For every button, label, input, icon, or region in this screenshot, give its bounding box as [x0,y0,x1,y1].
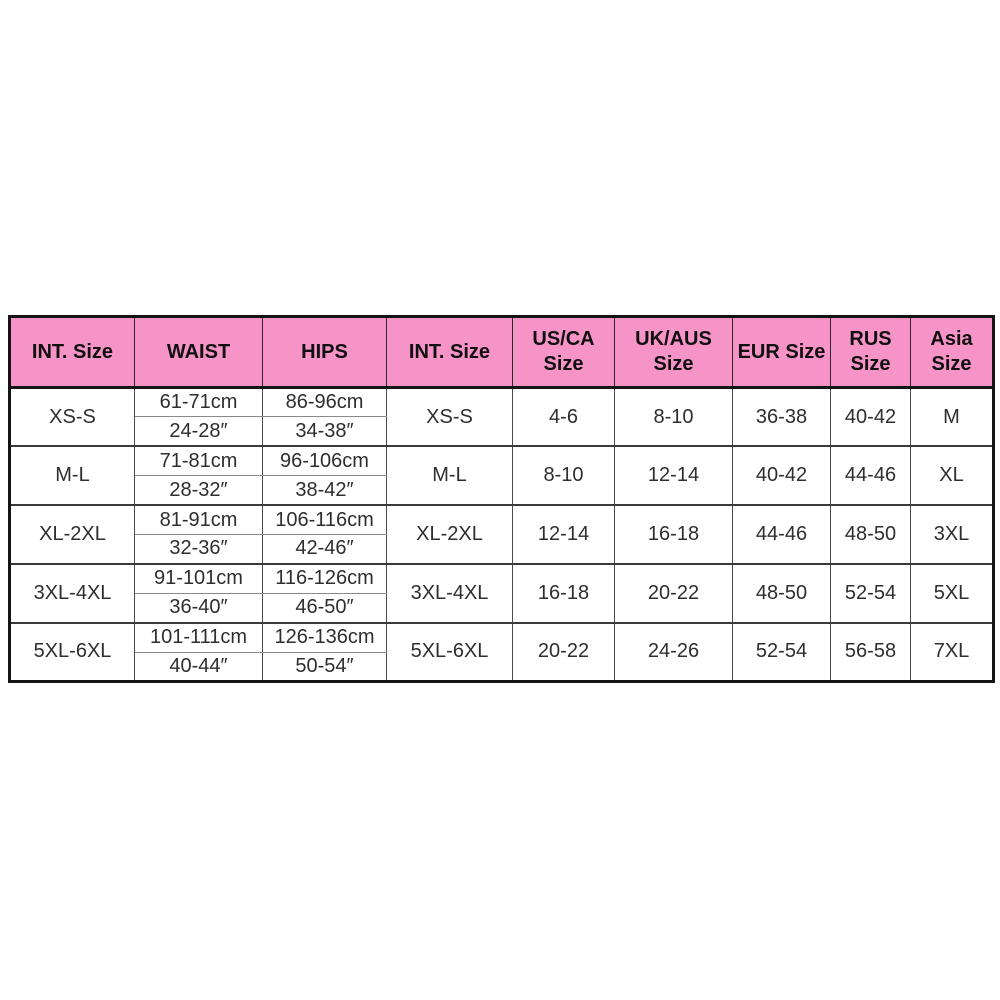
cell-waist-cm: 81-91cm [135,505,263,534]
cell-rus: 56-58 [831,623,911,682]
column-header-rus-size: RUS Size [831,317,911,388]
cell-int-size-2: 5XL-6XL [387,623,513,682]
cell-hips-cm: 126-136cm [263,623,387,652]
cell-ukaus: 24-26 [615,623,733,682]
column-header-int-size-left: INT. Size [10,317,135,388]
cell-rus: 40-42 [831,388,911,447]
cell-hips-in: 34-38″ [263,417,387,446]
cell-usca: 16-18 [513,564,615,623]
cell-asia: 3XL [911,505,994,564]
cell-int-size-2: XS-S [387,388,513,447]
cell-asia: 5XL [911,564,994,623]
table-row [10,388,994,417]
cell-eur: 40-42 [733,446,831,505]
cell-waist-in: 28-32″ [135,476,263,505]
cell-int-size-2: 3XL-4XL [387,564,513,623]
cell-hips-cm: 86-96cm [263,388,387,417]
cell-waist-in: 24-28″ [135,417,263,446]
table-row [10,564,994,593]
cell-int-size-2: XL-2XL [387,505,513,564]
cell-eur: 52-54 [733,623,831,682]
cell-hips-cm: 116-126cm [263,564,387,593]
table-header [10,317,994,388]
column-header-hips: HIPS [263,317,387,388]
cell-ukaus: 20-22 [615,564,733,623]
column-header-waist: WAIST [135,317,263,388]
cell-rus: 48-50 [831,505,911,564]
cell-int-size: XL-2XL [10,505,135,564]
cell-rus: 52-54 [831,564,911,623]
cell-waist-in: 36-40″ [135,593,263,622]
cell-hips-in: 42-46″ [263,534,387,563]
cell-int-size: 5XL-6XL [10,623,135,682]
cell-int-size-2: M-L [387,446,513,505]
column-header-asia-size: Asia Size [911,317,994,388]
cell-asia: M [911,388,994,447]
cell-usca: 4-6 [513,388,615,447]
cell-hips-in: 38-42″ [263,476,387,505]
cell-waist-cm: 91-101cm [135,564,263,593]
cell-ukaus: 12-14 [615,446,733,505]
cell-int-size: 3XL-4XL [10,564,135,623]
cell-usca: 12-14 [513,505,615,564]
header-row [10,317,994,388]
table-row [10,623,994,652]
column-header-usca-size: US/CA Size [513,317,615,388]
column-header-ukaus-size: UK/AUS Size [615,317,733,388]
cell-int-size: M-L [10,446,135,505]
size-chart-table [8,315,995,683]
cell-ukaus: 8-10 [615,388,733,447]
cell-eur: 44-46 [733,505,831,564]
cell-waist-cm: 101-111cm [135,623,263,652]
cell-waist-in: 40-44″ [135,652,263,681]
cell-eur: 36-38 [733,388,831,447]
cell-asia: 7XL [911,623,994,682]
cell-ukaus: 16-18 [615,505,733,564]
cell-hips-in: 50-54″ [263,652,387,681]
cell-waist-in: 32-36″ [135,534,263,563]
cell-hips-cm: 106-116cm [263,505,387,534]
cell-hips-in: 46-50″ [263,593,387,622]
cell-waist-cm: 61-71cm [135,388,263,417]
cell-hips-cm: 96-106cm [263,446,387,475]
cell-int-size: XS-S [10,388,135,447]
column-header-eur-size: EUR Size [733,317,831,388]
table-row [10,505,994,534]
cell-waist-cm: 71-81cm [135,446,263,475]
cell-usca: 20-22 [513,623,615,682]
table-row [10,446,994,475]
cell-asia: XL [911,446,994,505]
cell-eur: 48-50 [733,564,831,623]
cell-usca: 8-10 [513,446,615,505]
cell-rus: 44-46 [831,446,911,505]
table-body [10,388,994,682]
column-header-int-size-right: INT. Size [387,317,513,388]
